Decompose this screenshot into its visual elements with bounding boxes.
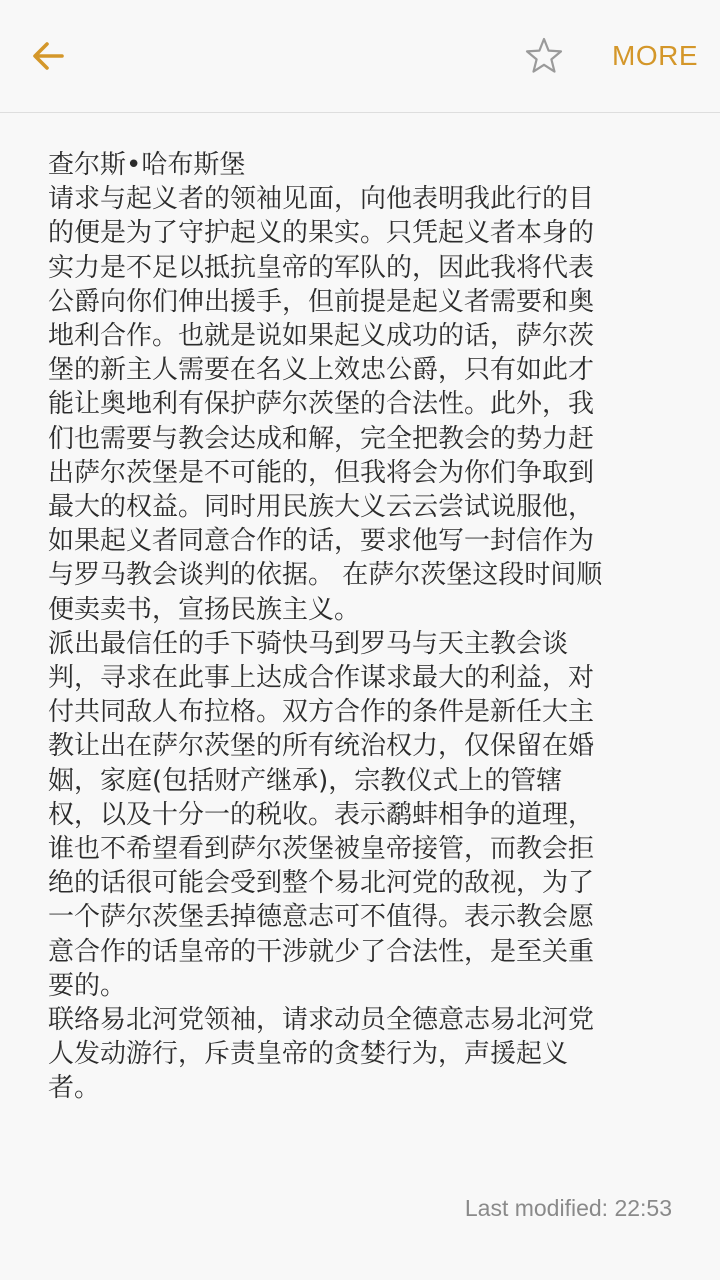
note-line: 最大的权益。同时用民族大义云云尝试说服他， [48,492,595,523]
note-line: 要的。 [48,970,127,1001]
note-line: 堡的新主人需要在名义上效忠公爵，只有如此才 [48,355,595,386]
last-modified-label: Last modified: 22:53 [464,1195,672,1221]
note-line: 如果起义者同意合作的话，要求他写一封信作为 [48,526,595,557]
note-line: 权，以及十分一的税收。表示鹬蚌相争的道理， [48,799,595,830]
note-line: 能让奥地利有保护萨尔茨堡的合法性。此外，我 [48,389,595,420]
note-line: 请求与起义者的领袖见面，向他表明我此行的目 [48,184,595,215]
note-line: 绝的话很可能会受到整个易北河党的敌视，为了 [48,868,595,899]
note-line: 便卖卖书，宣扬民族主义。 [48,594,361,625]
note-line: 付共同敌人布拉格。双方合作的条件是新任大主 [48,697,595,728]
note-line: 出萨尔茨堡是不可能的，但我将会为你们争取到 [48,457,595,488]
note-line: 们也需要与教会达成和解，完全把教会的势力赶 [48,423,595,454]
note-line: 派出最信任的手下骑快马到罗马与天主教会谈 [48,628,569,659]
note-line: 的便是为了守护起义的果实。只凭起义者本身的 [48,218,595,249]
note-line: 人发动游行，斥责皇帝的贪婪行为，声援起义 [48,1039,569,1070]
note-line: 姻，家庭(包括财产继承)，宗教仪式上的管辖 [48,765,563,796]
note-line: 地利合作。也就是说如果起义成功的话，萨尔茨 [48,321,595,352]
note-line: 意合作的话皇帝的干涉就少了合法性，是至关重 [48,936,595,967]
note-line: 教让出在萨尔茨堡的所有统治权力，仅保留在婚 [48,731,595,762]
note-line: 一个萨尔茨堡丢掉德意志可不值得。表示教会愿 [48,902,595,933]
note-body[interactable] [48,148,678,1106]
back-arrow-icon [28,36,68,76]
back-button[interactable] [22,30,74,82]
more-button[interactable]: MORE [612,40,698,71]
note-line: 者。 [48,1073,101,1104]
note-line: 公爵向你们伸出援手，但前提是起义者需要和奥 [48,286,595,317]
note-line: 与罗马教会谈判的依据。 在萨尔茨堡这段时间顺 [48,560,603,591]
favorite-button[interactable] [518,30,570,82]
note-line: 查尔斯•哈布斯堡 [48,150,246,180]
star-outline-icon [524,36,564,76]
note-line: 谁也不希望看到萨尔茨堡被皇帝接管，而教会拒 [48,834,595,865]
note-line: 联络易北河党领袖，请求动员全德意志易北河党 [48,1005,595,1036]
app-bar [0,0,720,113]
note-line: 实力是不足以抵抗皇帝的军队的，因此我将代表 [48,252,595,283]
note-line: 判，寻求在此事上达成合作谋求最大的利益，对 [48,663,595,694]
